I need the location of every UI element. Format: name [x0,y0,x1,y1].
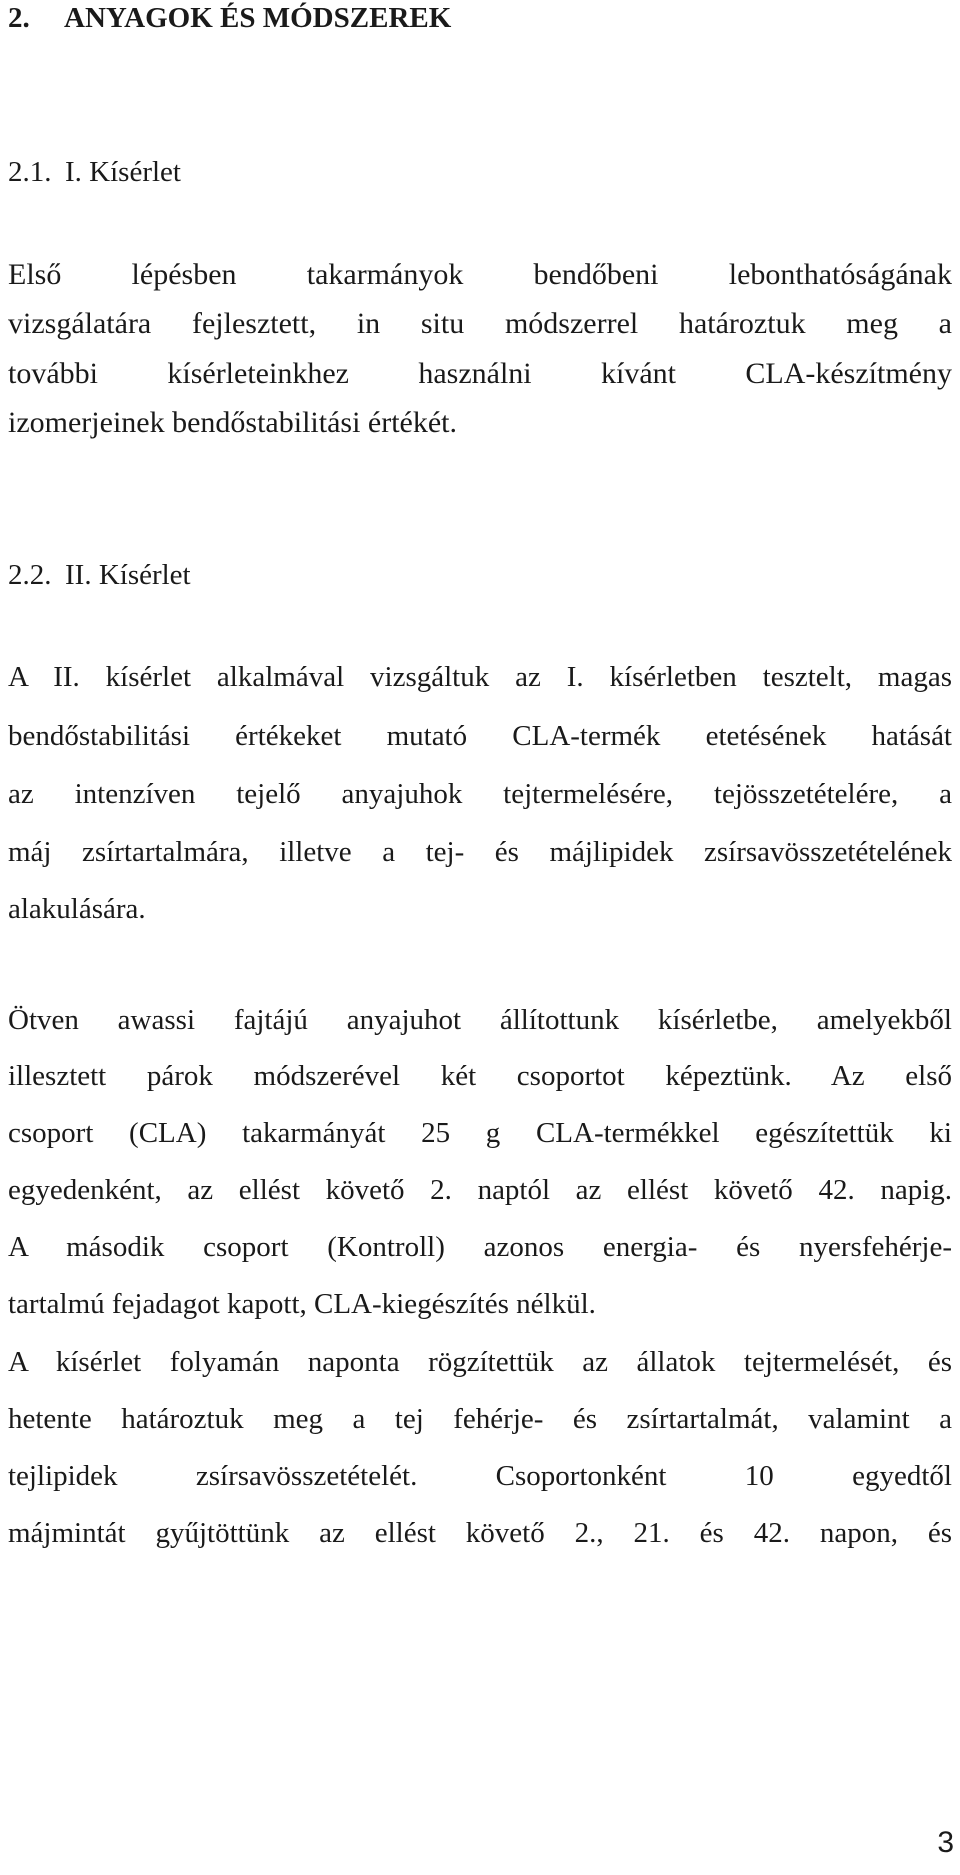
text-line: további kísérleteinkhez használni kívánt CLA-készítmény [8,357,952,390]
text-line: májmintát gyűjtöttünk az ellést követő 2., 21. és 42. napon, és [8,1517,952,1549]
text-line: Ötven awassi fajtájú anyajuhot állítottunk kísérletbe, amelyekből [8,1004,952,1036]
text-line: alakulására. [8,893,146,925]
section-number: 2. [8,2,30,34]
page-number: 3 [937,1826,954,1859]
text-line: máj zsírtartalmára, illetve a tej- és májlipidek zsírsavösszetételének [8,836,952,868]
subsection-number-2: 2.2. [8,559,52,591]
text-line: A II. kísérlet alkalmával vizsgáltuk az I. kísérletben tesztelt, magas [8,661,952,693]
subsection-number-1: 2.1. [8,156,52,188]
text-line: illesztett párok módszerével két csoportot képeztünk. Az első [8,1060,952,1092]
text-line: A második csoport (Kontroll) azonos energia- és nyersfehérje- [8,1231,952,1263]
text-line: csoport (CLA) takarmányát 25 g CLA-termékkel egészítettük ki [8,1117,952,1149]
text-line: izomerjeinek bendőstabilitási értékét. [8,406,458,439]
text-line: Első lépésben takarmányok bendőbeni lebonthatóságának [8,258,952,291]
subsection-heading-1 [8,156,181,189]
text-line: vizsgálatára fejlesztett, in situ módszerrel határoztuk meg a [8,307,952,340]
subsection-heading-2 [8,559,191,592]
text-line: tejlipidek zsírsavösszetételét. Csoportonként 10 egyedtől [8,1460,952,1492]
text-line: bendőstabilitási értékeket mutató CLA-termék etetésének hatását [8,720,952,752]
text-line: egyedenként, az ellést követő 2. naptól az ellést követő 42. napig. [8,1174,952,1206]
text-line: A kísérlet folyamán naponta rögzítettük az állatok tejtermelését, és [8,1346,952,1378]
subsection-title-1: I. Kísérlet [65,156,181,188]
section-heading [8,2,451,35]
section-title: ANYAGOK ÉS MÓDSZEREK [64,2,452,34]
text-line: tartalmú fejadagot kapott, CLA-kiegészítés nélkül. [8,1288,596,1320]
text-line: hetente határoztuk meg a tej fehérje- és zsírtartalmát, valamint a [8,1403,952,1435]
text-line: az intenzíven tejelő anyajuhok tejtermelésére, tejösszetételére, a [8,778,952,810]
subsection-title-2: II. Kísérlet [65,559,191,591]
